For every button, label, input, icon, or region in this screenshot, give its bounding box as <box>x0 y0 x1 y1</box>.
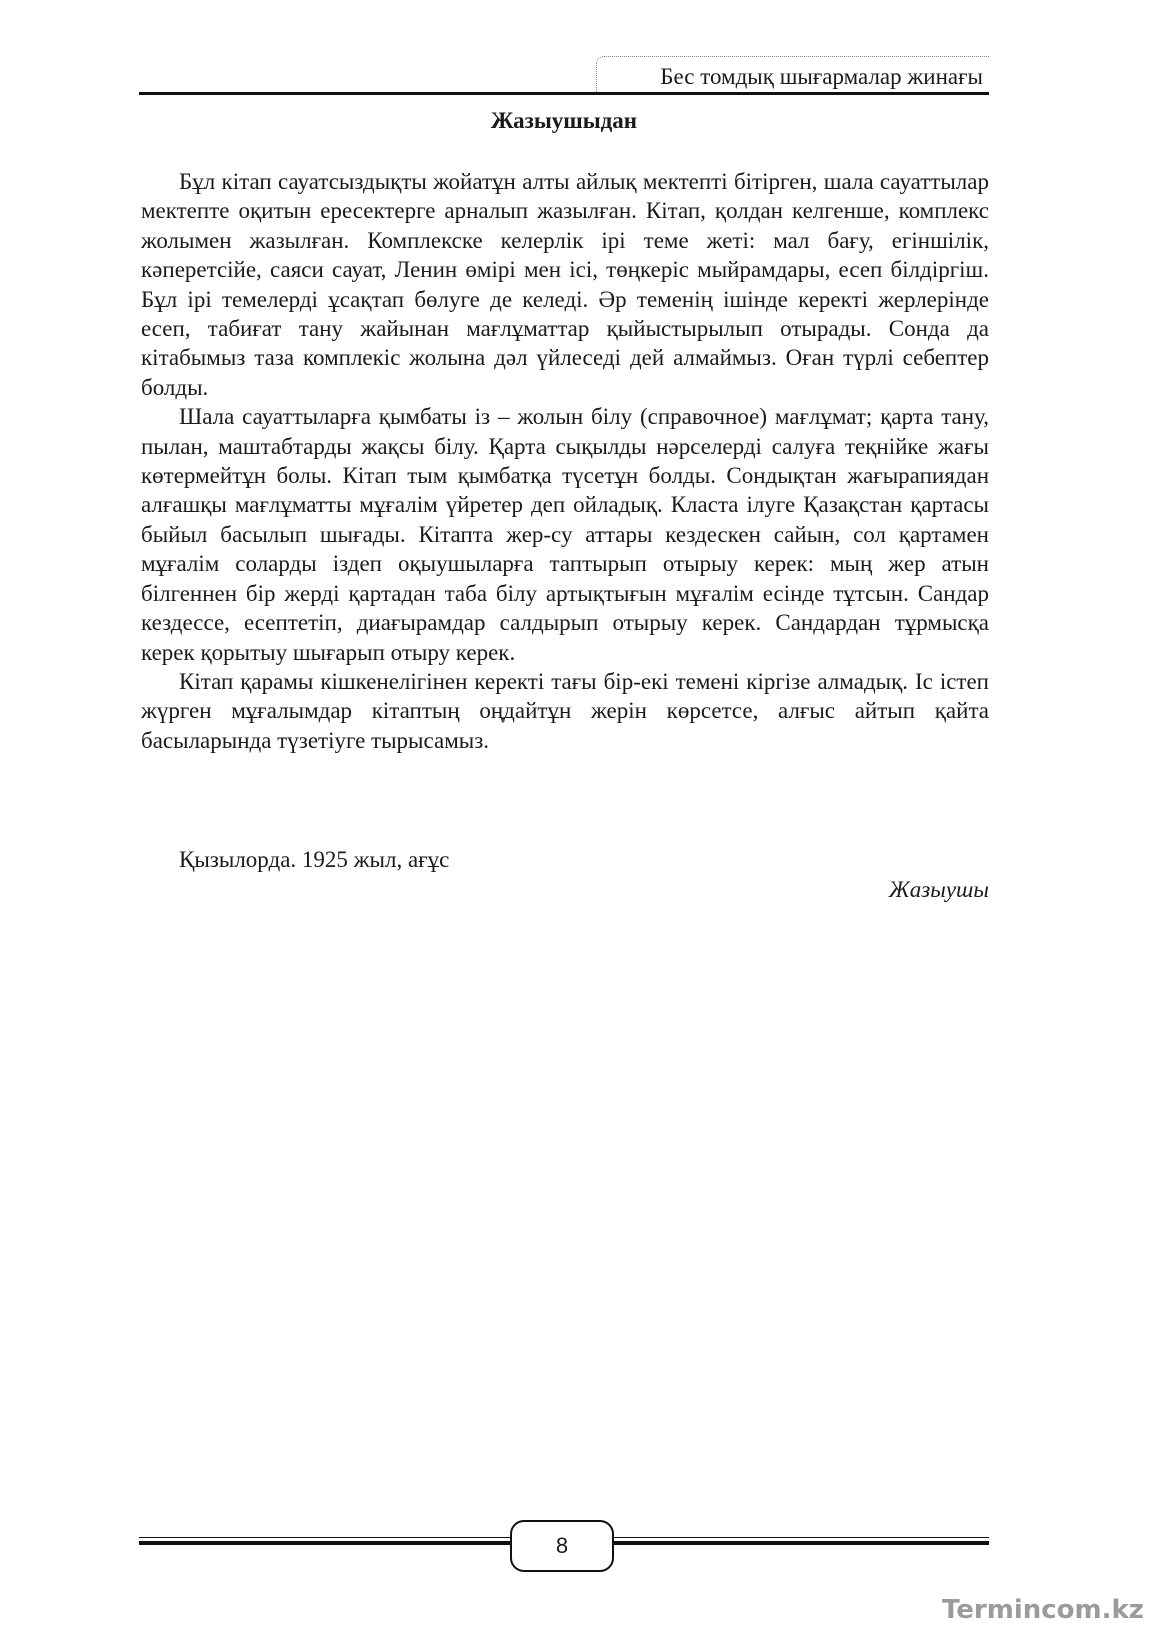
paragraph: Шала сауаттыларға қымбаты із – жолын білу (справочное) мағлұмат; қарта тану, пылан, маштабтарды жақсы білу. Қарта сықылды нәрселерді салуға теқнійке жағы көтермейтұн болы. Кітап тым қымбатқа түсетұн болды. Сондықтан жағырапиядан алғашқы мағлұматты мұғалім үйретер деп ойладық. Класта ілуге Қазақстан қартасы быйыл басылып шығады. Кітапта жер-су аттары кездескен сайын, сол қартамен мұғалім соларды іздеп оқыушыларға таптырып отырыу керек: мың жер атын білгеннен бір жерді қартадан таба білу артықтығын мұғалім есінде тұтсын. Сандар кездессе, есептетіп, диағырамдар салдырып отырыу керек. Сандардан тұрмысқа керек қорытыу шығарып отыру керек. <box>141 404 989 665</box>
running-header <box>139 56 989 96</box>
page-number-box <box>510 1520 614 1572</box>
body-text <box>141 167 989 755</box>
author-signature: Жазыушы <box>888 877 989 902</box>
paragraph: Бұл кітап сауатсыздықты жойатұн алты айлық мектепті бітірген, шала сауаттылар мектепте оқитын ересектерге арналып жазылған. Кітап, қолдан келгенше, комплекс жолымен жазылған. Комплекске келерлік ірі теме жеті: мал бағу, егіншілік, кәперетсійе, саяси сауат, Ленин өмірі мен ісі, төңкеріс мыйрамдары, есеп білдіргіш. Бұл ірі темелерді ұсақтап бөлуге де келеді. Әр теменің ішінде керекті жерлерінде есеп, табиғат тану жайынан мағлұматтар қыйыстырылып отырады. Сонда да кітабымыз таза комплекіс жолына дәл үйлеседі дей алмаймыз. Оған түрлі себептер болды. <box>141 169 989 400</box>
page-number: 8 <box>555 1533 569 1558</box>
running-title: Бес томдық шығармалар жинағы <box>660 64 983 89</box>
paragraph: Кітап қарамы кішкенелігінен керекті тағы бір-екі темені кіргізе алмадық. Іс істеп жүрген мұғалымдар кітаптың оңдайтұн жерін көрсетсе, алғыс айтып қайта басыларында түзетіуге тырысамыз. <box>141 668 989 753</box>
termincom-logo-icon <box>942 1595 1152 1633</box>
header-rule <box>139 92 989 95</box>
section-heading: Жазыушыдан <box>490 108 638 133</box>
watermark-text: Termincom.kz <box>942 1595 1144 1625</box>
place-date: Қызылорда. 1925 жыл, ағұс <box>179 847 450 872</box>
page-footer <box>139 1520 989 1570</box>
